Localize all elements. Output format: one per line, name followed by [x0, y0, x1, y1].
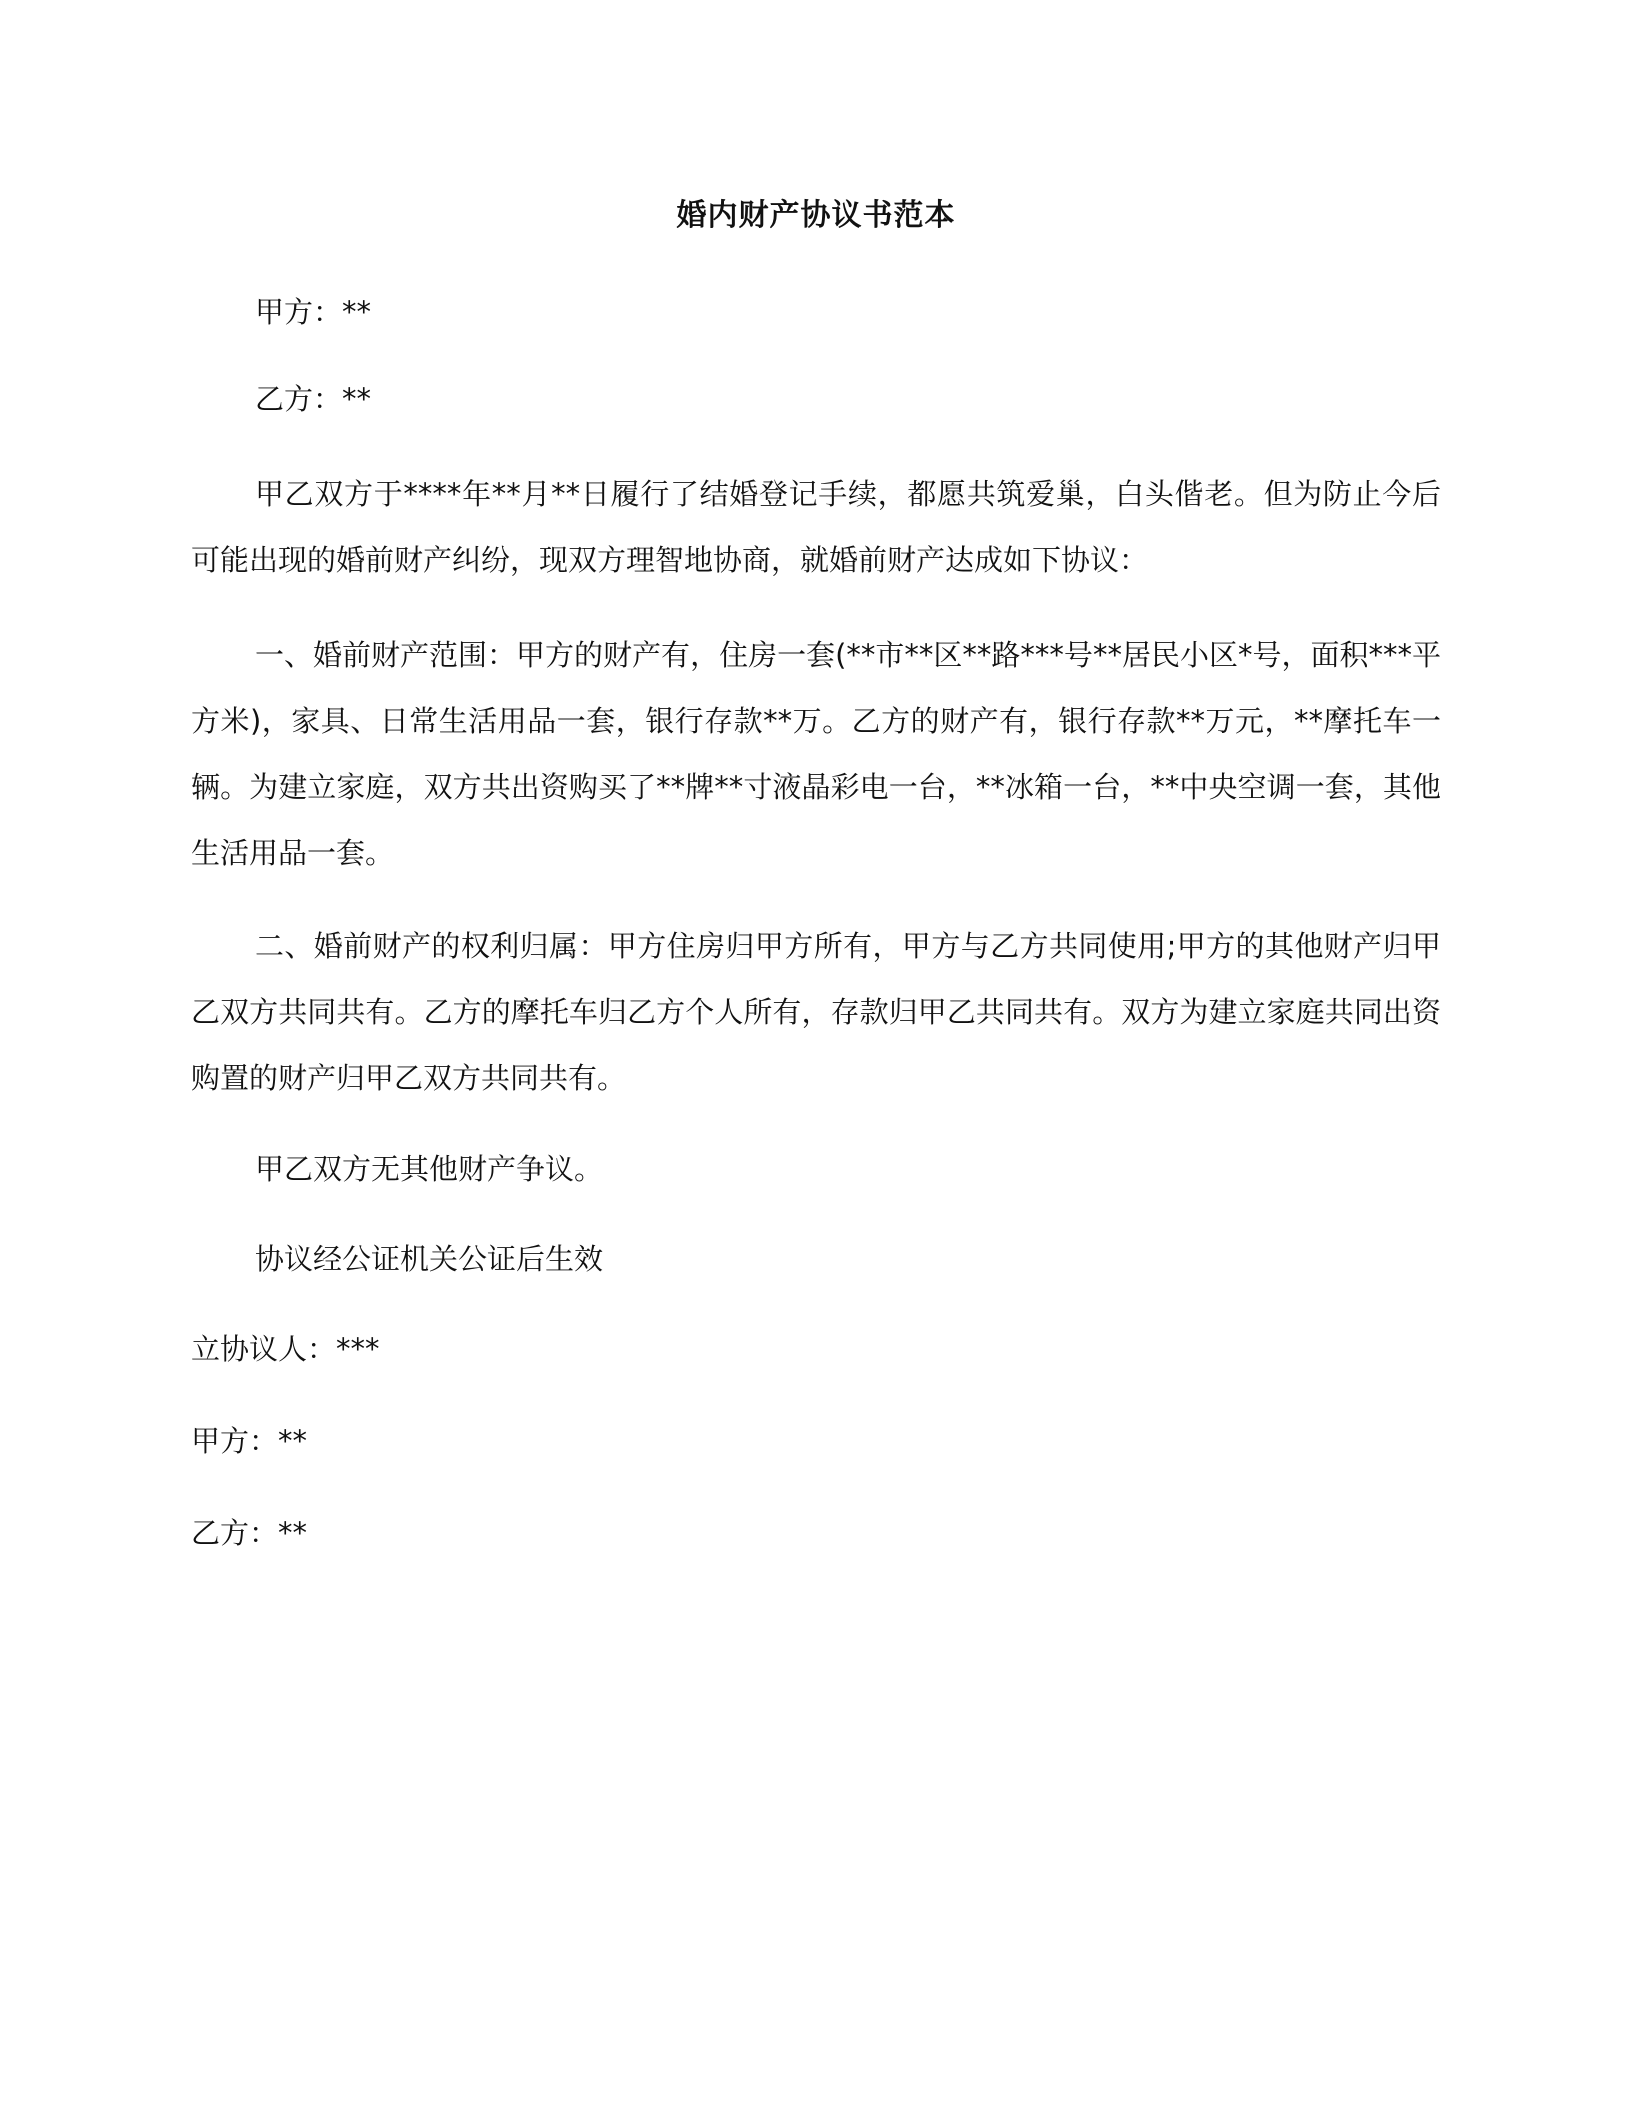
- no-dispute-line: 甲乙双方无其他财产争议。: [255, 1152, 604, 1186]
- clause-2-paragraph: 二、婚前财产的权利归属：甲方住房归甲方所有，甲方与乙方共同使用;甲方的其他财产归甲乙双方共同共有。乙方的摩托车归乙方个人所有，存款归甲乙共同共有。双方为建立家庭共同出资购置的财产归甲乙双方共同共有。: [191, 929, 1441, 1095]
- intro-paragraph: 甲乙双方于****年**月**日履行了结婚登记手续，都愿共筑爱巢，白头偕老。但为防止今后可能出现的婚前财产纠纷，现双方理智地协商，就婚前财产达成如下协议：: [191, 477, 1441, 577]
- party-b-header: 乙方：**: [255, 382, 372, 416]
- sign-party-b-line: 乙方：**: [191, 1516, 308, 1550]
- signatory-line: 立协议人：***: [191, 1332, 380, 1366]
- effective-line: 协议经公证机关公证后生效: [255, 1242, 604, 1276]
- sign-party-a-line: 甲方：**: [191, 1424, 308, 1458]
- clause-1-paragraph: 一、婚前财产范围：甲方的财产有，住房一套(**市**区**路***号**居民小区*号，面积***平方米)，家具、日常生活用品一套，银行存款**万。乙方的财产有，银行存款**万元，**摩托车一辆。为建立家庭，双方共出资购买了**牌**寸液晶彩电一台，**冰箱一台，**中央空调一套，其他生活用品一套。: [191, 638, 1441, 870]
- document-title: 婚内财产协议书范本: [676, 198, 956, 233]
- party-a-header: 甲方：**: [255, 295, 372, 329]
